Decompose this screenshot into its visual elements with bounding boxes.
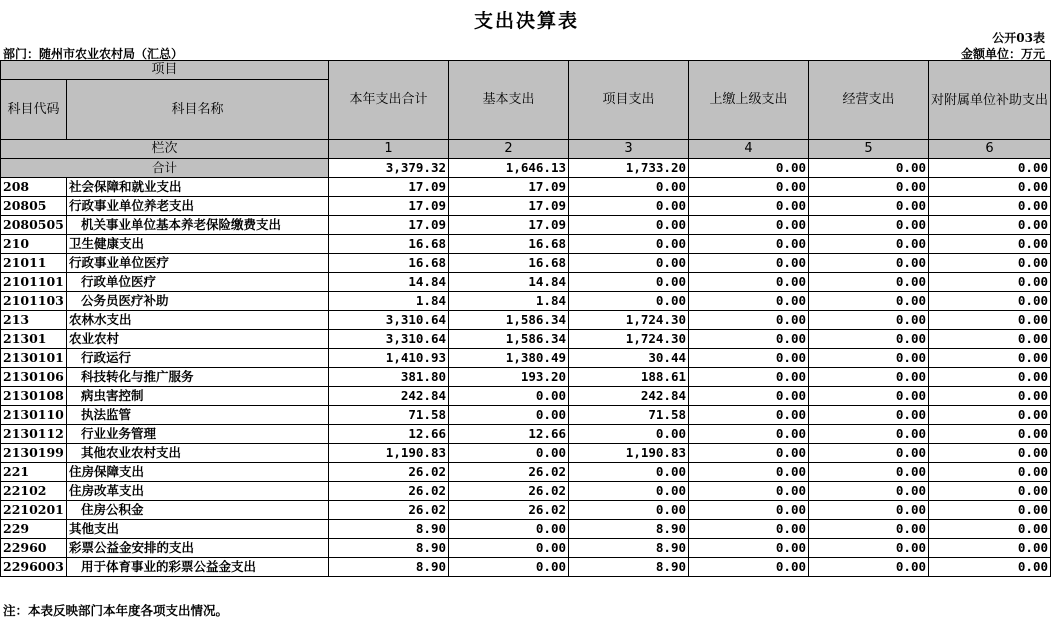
amount-cell: 12.66	[449, 425, 569, 444]
amount-cell: 1,724.30	[569, 311, 689, 330]
subject-code: 22102	[1, 482, 67, 501]
amount-cell: 0.00	[689, 330, 809, 349]
amount-cell: 0.00	[809, 425, 929, 444]
table-row	[1, 273, 1051, 292]
table-row	[1, 482, 1051, 501]
amount-cell: 0.00	[689, 235, 809, 254]
amount-cell: 26.02	[329, 482, 449, 501]
amount-cell: 0.00	[809, 273, 929, 292]
amount-cell: 0.00	[689, 482, 809, 501]
amount-cell: 71.58	[569, 406, 689, 425]
amount-cell: 1,410.93	[329, 349, 449, 368]
amount-cell: 8.90	[569, 539, 689, 558]
table-row	[1, 387, 1051, 406]
table-row	[1, 292, 1051, 311]
amount-cell: 0.00	[689, 292, 809, 311]
subject-code: 2210201	[1, 501, 67, 520]
header-col-3: 项目支出	[569, 61, 689, 140]
col-number-2: 2	[449, 140, 569, 159]
total-value: 0.00	[689, 159, 809, 178]
department-label: 部门：随州市农业农村局（汇总）	[3, 47, 184, 61]
table-row	[1, 425, 1051, 444]
header-item: 项目	[1, 61, 329, 80]
amount-cell: 0.00	[809, 368, 929, 387]
subject-code: 20805	[1, 197, 67, 216]
amount-cell: 26.02	[449, 482, 569, 501]
amount-cell: 0.00	[809, 216, 929, 235]
amount-cell: 0.00	[929, 292, 1051, 311]
amount-cell: 0.00	[809, 235, 929, 254]
amount-cell: 0.00	[809, 482, 929, 501]
amount-cell: 0.00	[689, 444, 809, 463]
subject-code: 221	[1, 463, 67, 482]
amount-cell: 0.00	[689, 368, 809, 387]
form-number: 公开03表	[992, 31, 1045, 45]
amount-cell: 0.00	[929, 444, 1051, 463]
amount-cell: 0.00	[569, 292, 689, 311]
amount-cell: 71.58	[329, 406, 449, 425]
subject-name: 住房公积金	[67, 501, 329, 520]
amount-cell: 1,724.30	[569, 330, 689, 349]
table-row	[1, 254, 1051, 273]
amount-cell: 0.00	[809, 406, 929, 425]
subject-name: 社会保障和就业支出	[67, 178, 329, 197]
amount-cell: 0.00	[689, 216, 809, 235]
amount-cell: 16.68	[449, 254, 569, 273]
subject-name: 农林水支出	[67, 311, 329, 330]
subject-code: 229	[1, 520, 67, 539]
amount-cell: 0.00	[809, 254, 929, 273]
subject-name: 行政事业单位养老支出	[67, 197, 329, 216]
table-row	[1, 330, 1051, 349]
amount-cell: 0.00	[809, 539, 929, 558]
subject-name: 住房保障支出	[67, 463, 329, 482]
table-row	[1, 368, 1051, 387]
header-name: 科目名称	[67, 80, 329, 140]
amount-cell: 16.68	[449, 235, 569, 254]
amount-cell: 0.00	[689, 178, 809, 197]
subject-name: 科技转化与推广服务	[67, 368, 329, 387]
amount-cell: 0.00	[569, 273, 689, 292]
subject-code: 21301	[1, 330, 67, 349]
amount-cell: 1.84	[329, 292, 449, 311]
amount-cell: 381.80	[329, 368, 449, 387]
amount-cell: 0.00	[689, 387, 809, 406]
header-col-4: 上缴上级支出	[689, 61, 809, 140]
total-value: 1,733.20	[569, 159, 689, 178]
amount-cell: 0.00	[929, 463, 1051, 482]
amount-cell: 26.02	[449, 501, 569, 520]
total-value: 1,646.13	[449, 159, 569, 178]
amount-cell: 1,586.34	[449, 330, 569, 349]
amount-cell: 12.66	[329, 425, 449, 444]
amount-cell: 0.00	[929, 197, 1051, 216]
subject-name: 执法监管	[67, 406, 329, 425]
amount-cell: 0.00	[929, 387, 1051, 406]
amount-cell: 0.00	[929, 330, 1051, 349]
amount-cell: 0.00	[569, 197, 689, 216]
subject-code: 22960	[1, 539, 67, 558]
amount-cell: 1,586.34	[449, 311, 569, 330]
subject-name: 其他支出	[67, 520, 329, 539]
amount-cell: 242.84	[329, 387, 449, 406]
amount-cell: 0.00	[569, 482, 689, 501]
amount-cell: 0.00	[929, 235, 1051, 254]
amount-cell: 0.00	[809, 520, 929, 539]
amount-cell: 14.84	[449, 273, 569, 292]
subject-code: 2101101	[1, 273, 67, 292]
table-row	[1, 501, 1051, 520]
subject-name: 彩票公益金安排的支出	[67, 539, 329, 558]
amount-cell: 0.00	[689, 311, 809, 330]
amount-cell: 0.00	[449, 444, 569, 463]
amount-cell: 0.00	[929, 501, 1051, 520]
subject-code: 2101103	[1, 292, 67, 311]
amount-cell: 0.00	[929, 349, 1051, 368]
table-row	[1, 178, 1051, 197]
col-number-5: 5	[809, 140, 929, 159]
table-row	[1, 216, 1051, 235]
amount-cell: 16.68	[329, 235, 449, 254]
amount-cell: 0.00	[809, 197, 929, 216]
amount-cell: 26.02	[329, 501, 449, 520]
amount-cell: 8.90	[329, 520, 449, 539]
amount-cell: 14.84	[329, 273, 449, 292]
table-row	[1, 235, 1051, 254]
amount-cell: 0.00	[809, 292, 929, 311]
amount-cell: 0.00	[929, 520, 1051, 539]
amount-cell: 0.00	[569, 501, 689, 520]
table-row	[1, 406, 1051, 425]
subject-code: 21011	[1, 254, 67, 273]
table-row	[1, 197, 1051, 216]
amount-cell: 0.00	[689, 539, 809, 558]
total-value: 0.00	[809, 159, 929, 178]
subject-code: 2130106	[1, 368, 67, 387]
expenditure-table	[0, 60, 1051, 577]
amount-cell: 0.00	[929, 558, 1051, 577]
table-row	[1, 311, 1051, 330]
amount-cell: 0.00	[809, 330, 929, 349]
table-row	[1, 444, 1051, 463]
amount-cell: 1.84	[449, 292, 569, 311]
total-label: 合计	[1, 159, 329, 178]
subject-name: 行政单位医疗	[67, 273, 329, 292]
table-row	[1, 558, 1051, 577]
subject-name: 机关事业单位基本养老保险缴费支出	[67, 216, 329, 235]
amount-cell: 0.00	[689, 254, 809, 273]
amount-cell: 0.00	[569, 425, 689, 444]
amount-cell: 0.00	[689, 520, 809, 539]
amount-cell: 0.00	[449, 387, 569, 406]
amount-cell: 8.90	[329, 539, 449, 558]
unit-label: 金额单位：万元	[960, 47, 1045, 61]
col-number-3: 3	[569, 140, 689, 159]
col-number-6: 6	[929, 140, 1051, 159]
amount-cell: 0.00	[449, 558, 569, 577]
subject-code: 2130199	[1, 444, 67, 463]
amount-cell: 26.02	[329, 463, 449, 482]
subject-name: 用于体育事业的彩票公益金支出	[67, 558, 329, 577]
amount-cell: 0.00	[929, 216, 1051, 235]
subject-code: 2130110	[1, 406, 67, 425]
subject-code: 2130101	[1, 349, 67, 368]
header-row-index: 栏次	[1, 140, 329, 159]
subject-code: 210	[1, 235, 67, 254]
col-number-1: 1	[329, 140, 449, 159]
header-col-2: 基本支出	[449, 61, 569, 140]
amount-cell: 1,380.49	[449, 349, 569, 368]
report-title: 支出决算表	[473, 10, 579, 32]
table-row	[1, 463, 1051, 482]
subject-code: 208	[1, 178, 67, 197]
amount-cell: 0.00	[809, 558, 929, 577]
subject-name: 卫生健康支出	[67, 235, 329, 254]
amount-cell: 0.00	[569, 254, 689, 273]
amount-cell: 1,190.83	[329, 444, 449, 463]
subject-code: 213	[1, 311, 67, 330]
header-col-1: 本年支出合计	[329, 61, 449, 140]
amount-cell: 17.09	[449, 197, 569, 216]
header-col-6: 对附属单位补助支出	[929, 61, 1051, 140]
subject-name: 农业农村	[67, 330, 329, 349]
amount-cell: 17.09	[449, 216, 569, 235]
amount-cell: 0.00	[689, 406, 809, 425]
amount-cell: 3,310.64	[329, 311, 449, 330]
footnote: 注：本表反映部门本年度各项支出情况。	[3, 603, 229, 618]
amount-cell: 1,190.83	[569, 444, 689, 463]
amount-cell: 17.09	[329, 178, 449, 197]
subject-code: 2296003	[1, 558, 67, 577]
amount-cell: 17.09	[449, 178, 569, 197]
amount-cell: 0.00	[929, 406, 1051, 425]
amount-cell: 17.09	[329, 197, 449, 216]
header-col-5: 经营支出	[809, 61, 929, 140]
amount-cell: 0.00	[449, 520, 569, 539]
amount-cell: 0.00	[569, 235, 689, 254]
subject-name: 公务员医疗补助	[67, 292, 329, 311]
amount-cell: 0.00	[689, 463, 809, 482]
amount-cell: 188.61	[569, 368, 689, 387]
subject-code: 2080505	[1, 216, 67, 235]
subject-name: 行政事业单位医疗	[67, 254, 329, 273]
amount-cell: 0.00	[569, 216, 689, 235]
amount-cell: 26.02	[449, 463, 569, 482]
table-row	[1, 539, 1051, 558]
amount-cell: 0.00	[449, 539, 569, 558]
amount-cell: 0.00	[929, 425, 1051, 444]
header-code: 科目代码	[1, 80, 67, 140]
amount-cell: 0.00	[569, 463, 689, 482]
amount-cell: 0.00	[689, 425, 809, 444]
amount-cell: 8.90	[329, 558, 449, 577]
total-value: 0.00	[929, 159, 1051, 178]
amount-cell: 0.00	[809, 178, 929, 197]
subject-code: 2130112	[1, 425, 67, 444]
amount-cell: 0.00	[929, 273, 1051, 292]
amount-cell: 17.09	[329, 216, 449, 235]
amount-cell: 30.44	[569, 349, 689, 368]
subject-code: 2130108	[1, 387, 67, 406]
amount-cell: 3,310.64	[329, 330, 449, 349]
amount-cell: 0.00	[689, 558, 809, 577]
amount-cell: 0.00	[689, 349, 809, 368]
amount-cell: 8.90	[569, 558, 689, 577]
subject-name: 病虫害控制	[67, 387, 329, 406]
amount-cell: 0.00	[569, 178, 689, 197]
amount-cell: 0.00	[929, 178, 1051, 197]
amount-cell: 0.00	[929, 539, 1051, 558]
table-row	[1, 520, 1051, 539]
amount-cell: 0.00	[929, 482, 1051, 501]
amount-cell: 0.00	[929, 368, 1051, 387]
total-value: 3,379.32	[329, 159, 449, 178]
table-row	[1, 349, 1051, 368]
amount-cell: 16.68	[329, 254, 449, 273]
total-row	[1, 159, 1051, 178]
amount-cell: 0.00	[929, 311, 1051, 330]
amount-cell: 0.00	[689, 273, 809, 292]
amount-cell: 0.00	[689, 501, 809, 520]
amount-cell: 0.00	[449, 406, 569, 425]
amount-cell: 0.00	[809, 387, 929, 406]
amount-cell: 0.00	[809, 444, 929, 463]
subject-name: 住房改革支出	[67, 482, 329, 501]
subject-name: 其他农业农村支出	[67, 444, 329, 463]
col-number-4: 4	[689, 140, 809, 159]
amount-cell: 0.00	[809, 349, 929, 368]
subject-name: 行业业务管理	[67, 425, 329, 444]
amount-cell: 242.84	[569, 387, 689, 406]
amount-cell: 0.00	[809, 463, 929, 482]
amount-cell: 193.20	[449, 368, 569, 387]
amount-cell: 0.00	[809, 311, 929, 330]
amount-cell: 8.90	[569, 520, 689, 539]
amount-cell: 0.00	[929, 254, 1051, 273]
amount-cell: 0.00	[689, 197, 809, 216]
amount-cell: 0.00	[809, 501, 929, 520]
subject-name: 行政运行	[67, 349, 329, 368]
